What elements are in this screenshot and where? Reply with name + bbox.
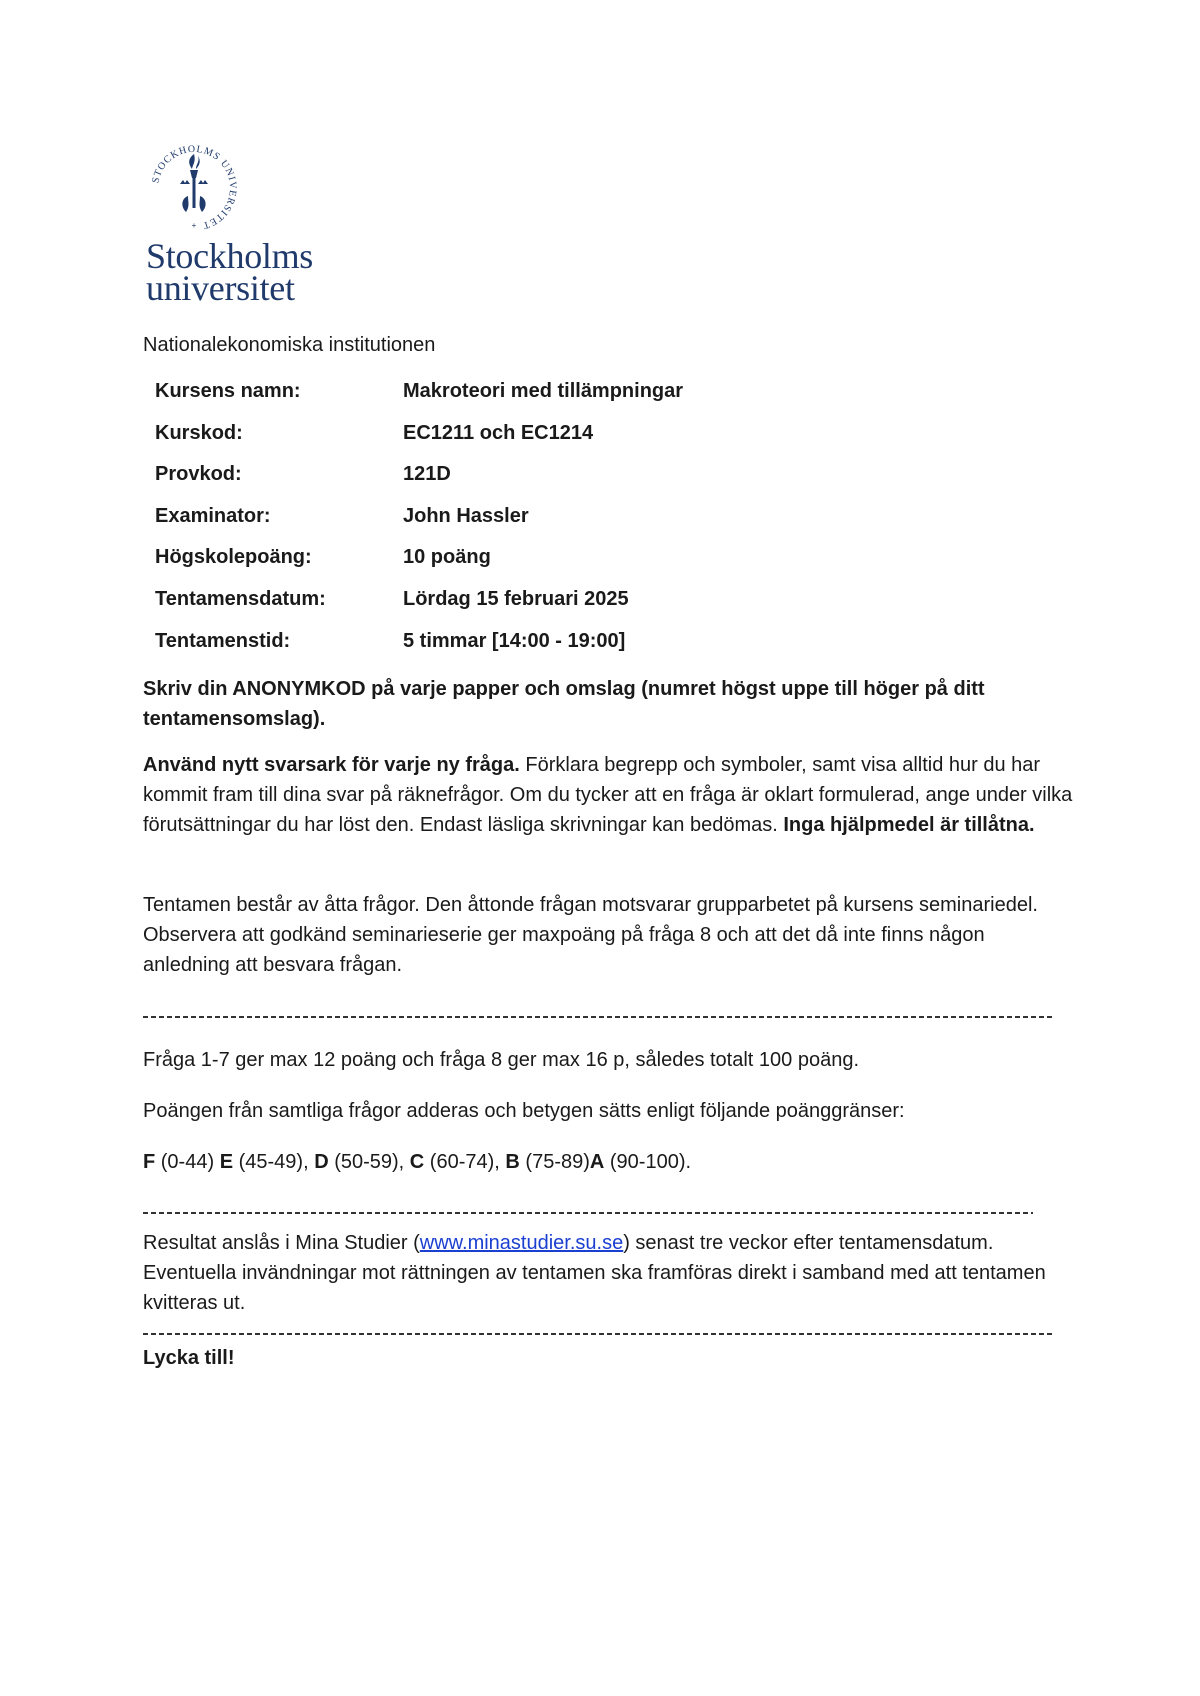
grade-range: (0-44)	[155, 1151, 220, 1173]
svg-text:+: +	[191, 221, 197, 230]
info-value: 121D	[403, 463, 451, 485]
closing-text: Lycka till!	[143, 1347, 235, 1369]
info-label: Tentamensdatum:	[155, 588, 326, 610]
wordmark-line-1: Stockholms	[146, 236, 314, 276]
grade-letter: B	[505, 1151, 520, 1173]
grade-letter: E	[219, 1151, 234, 1173]
department-name: Nationalekonomiska institutionen	[143, 334, 436, 356]
grade-letter: D	[314, 1151, 329, 1173]
wordmark-line-2: universitet	[146, 268, 295, 308]
results-text-before: Resultat anslås i Mina Studier (	[143, 1232, 420, 1254]
grade-range: (90-100).	[604, 1151, 692, 1173]
grade-letter: F	[143, 1151, 156, 1173]
dashed-divider	[143, 1212, 1033, 1214]
grade-sep: ,	[303, 1151, 315, 1173]
exam-composition: Tentamen består av åtta frågor. Den åttonde frågan motsvarar grupparbetet på kursens seminariedel. Observera att godkänd seminarieserie ger maxpoäng på fråga 8 och att det då inte finns någon anledning att besvara frågan.	[143, 894, 1038, 976]
info-value: Makroteori med tillämpningar	[403, 380, 684, 402]
grade-range: (45-49)	[233, 1151, 304, 1173]
info-value: 5 timmar [14:00 - 19:00]	[403, 630, 626, 652]
info-label: Kurskod:	[155, 422, 243, 444]
info-value: John Hassler	[403, 505, 529, 527]
university-seal-icon	[146, 140, 242, 236]
svg-text:STOCKHOLMS UNIVERSITET: STOCKHOLMS UNIVERSITET	[150, 143, 239, 231]
grade-range: (60-74)	[424, 1151, 495, 1173]
results-info	[143, 1228, 1073, 1318]
minastudier-link[interactable]: www.minastudier.su.se	[419, 1232, 624, 1254]
grade-range: (50-59)	[328, 1151, 399, 1173]
dashed-divider	[143, 1016, 1055, 1018]
grade-sep: ,	[494, 1151, 506, 1173]
anonymkod-instruction: Skriv din ANONYMKOD på varje papper och omslag (numret högst uppe till höger på ditt tentamensomslag).	[143, 678, 985, 730]
info-value: EC1211 och EC1214	[403, 422, 594, 444]
info-value: 10 poäng	[403, 546, 491, 568]
info-label: Högskolepoäng:	[155, 546, 312, 568]
info-label: Tentamenstid:	[155, 630, 291, 652]
info-label: Examinator:	[155, 505, 271, 527]
instruction-bold-start: Använd nytt svarsark för varje ny fråga.	[143, 754, 520, 776]
info-label: Kursens namn:	[155, 380, 301, 402]
grade-sep: ,	[398, 1151, 410, 1173]
answer-instructions	[143, 750, 1073, 840]
university-logo	[146, 140, 336, 308]
info-label: Provkod:	[155, 463, 242, 485]
grade-letter: C	[409, 1151, 425, 1173]
grade-letter: A	[589, 1151, 605, 1173]
grade-scale	[143, 1147, 1073, 1177]
grade-range: (75-89)	[519, 1151, 590, 1173]
university-wordmark	[146, 236, 314, 308]
dashed-divider	[143, 1333, 1055, 1335]
points-info: Fråga 1-7 ger max 12 poäng och fråga 8 ger max 16 p, således totalt 100 poäng.	[143, 1049, 860, 1071]
instruction-body: Förklara begrepp och symboler, samt visa alltid hur du har kommit fram till dina svar på räknefrågor. Om du tycker att en fråga är oklart formulerad, ange under vilka förutsättningar du har löst den. Endast läsliga skrivningar kan bedömas.	[143, 754, 1073, 836]
grading-intro: Poängen från samtliga frågor adderas och betygen sätts enligt följande poänggränser:	[143, 1100, 905, 1122]
instruction-bold-end: Inga hjälpmedel är tillåtna.	[783, 814, 1035, 836]
results-text-after: ) senast tre veckor efter tentamensdatum. Eventuella invändningar mot rättningen av tentamen ska framföras direkt i samband med att tentamen kvitteras ut.	[143, 1232, 1046, 1314]
info-value: Lördag 15 februari 2025	[403, 588, 629, 610]
